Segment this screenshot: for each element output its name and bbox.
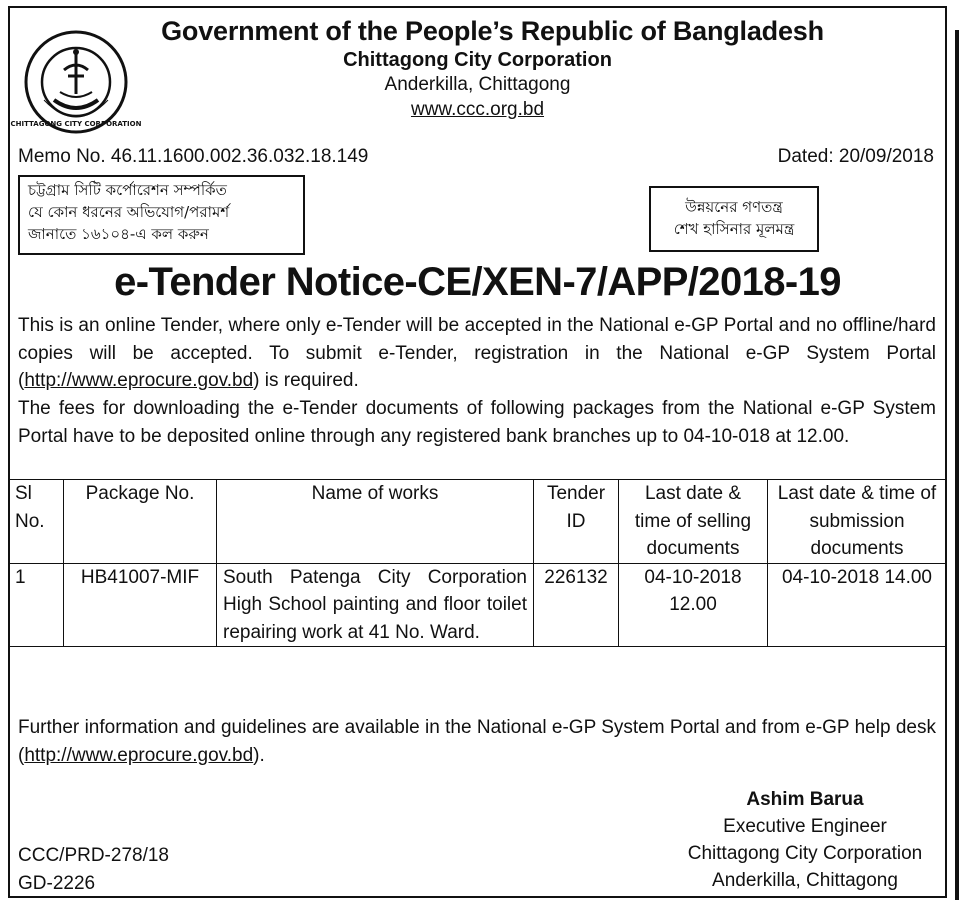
header-name-of-works: Name of works bbox=[217, 480, 534, 564]
further-text: Further information and guidelines are available in the National e-GP System Portal and from e-GP help desk ( bbox=[18, 717, 936, 766]
reference-ccc: CCC/PRD-278/18 bbox=[18, 845, 169, 866]
corporation-address: Anderkilla, Chittagong bbox=[384, 74, 571, 95]
signatory-designation: Executive Engineer bbox=[723, 816, 887, 837]
intro-text: This is an online Tender, where only e-Tender will be accepted in the National e-GP Portal and no offline/hard copies will be accepted. To submit e-Tender, registration in the National e-GP System Portal ( bbox=[18, 315, 936, 391]
hotline-line: চট্টগ্রাম সিটি কর্পোরেশন সম্পর্কিত bbox=[28, 181, 227, 199]
reference-numbers bbox=[18, 842, 169, 897]
cell-tender-id: 226132 bbox=[534, 563, 619, 647]
notice-title: e-Tender Notice-CE/XEN-7/APP/2018-19 bbox=[114, 260, 841, 304]
tender-table bbox=[8, 479, 947, 647]
slogan-line: শেখ হাসিনার মূলমন্ত্র bbox=[673, 220, 795, 238]
header-tender-id: Tender ID bbox=[534, 480, 619, 564]
cell-sl: 1 bbox=[9, 563, 64, 647]
cell-selling-date: 04-10-2018 12.00 bbox=[619, 563, 768, 647]
corporation-name: Chittagong City Corporation bbox=[343, 49, 612, 71]
header-submission-date: Last date & time of submission documents bbox=[768, 480, 947, 564]
slogan-line: উন্নয়নের গণতন্ত্র bbox=[685, 198, 783, 216]
header-sl: Sl No. bbox=[9, 480, 64, 564]
reference-gd: GD-2226 bbox=[18, 872, 96, 894]
cell-submission-date: 04-10-2018 14.00 bbox=[768, 563, 947, 647]
intro-paragraph-2: The fees for downloading the e-Tender documents of following packages from the National e-GP System Portal have to be deposited online through any registered bank branches up to 04-10-018 at 12.00. bbox=[18, 398, 936, 447]
intro-paragraph-1 bbox=[18, 312, 936, 395]
memo-date: Dated: 20/09/2018 bbox=[777, 146, 934, 167]
signatory-name: Ashim Barua bbox=[746, 789, 864, 810]
hotline-line: জানাতে ১৬১০৪-এ কল করুন bbox=[28, 225, 209, 243]
government-heading: Government of the People’s Republic of Bangladesh bbox=[161, 16, 824, 46]
memo-row bbox=[18, 146, 934, 168]
complaint-hotline-box bbox=[18, 175, 305, 255]
svg-text:CHITTAGONG CITY CORPORATION: CHITTAGONG CITY CORPORATION bbox=[10, 120, 142, 128]
header-package: Package No. bbox=[64, 480, 217, 564]
signatory-location: Anderkilla, Chittagong bbox=[712, 870, 898, 891]
further-information bbox=[18, 714, 936, 769]
memo-number: Memo No. 46.11.1600.002.36.032.18.149 bbox=[18, 146, 369, 167]
cell-name-of-works: South Patenga City Corporation High School painting and floor toilet repairing work at 41 No. Ward. bbox=[217, 563, 534, 647]
cell-package: HB41007-MIF bbox=[64, 563, 217, 647]
letterhead bbox=[0, 14, 955, 122]
eprocure-link[interactable]: http://www.eprocure.gov.bd bbox=[24, 370, 254, 391]
helpdesk-link[interactable]: http://www.eprocure.gov.bd bbox=[24, 744, 254, 766]
adjacent-column-rule bbox=[955, 30, 959, 900]
table-header-row bbox=[9, 480, 947, 564]
hotline-line: যে কোন ধরনের অভিযোগ/পরামর্শ bbox=[28, 203, 230, 221]
further-text-end: ). bbox=[253, 744, 265, 766]
slogan-box bbox=[649, 186, 819, 252]
intro-text-end: ) is required. bbox=[253, 370, 359, 391]
signatory-organization: Chittagong City Corporation bbox=[687, 843, 923, 864]
website-link[interactable]: www.ccc.org.bd bbox=[410, 99, 545, 120]
header-selling-date: Last date & time of selling documents bbox=[619, 480, 768, 564]
table-row bbox=[9, 563, 947, 647]
